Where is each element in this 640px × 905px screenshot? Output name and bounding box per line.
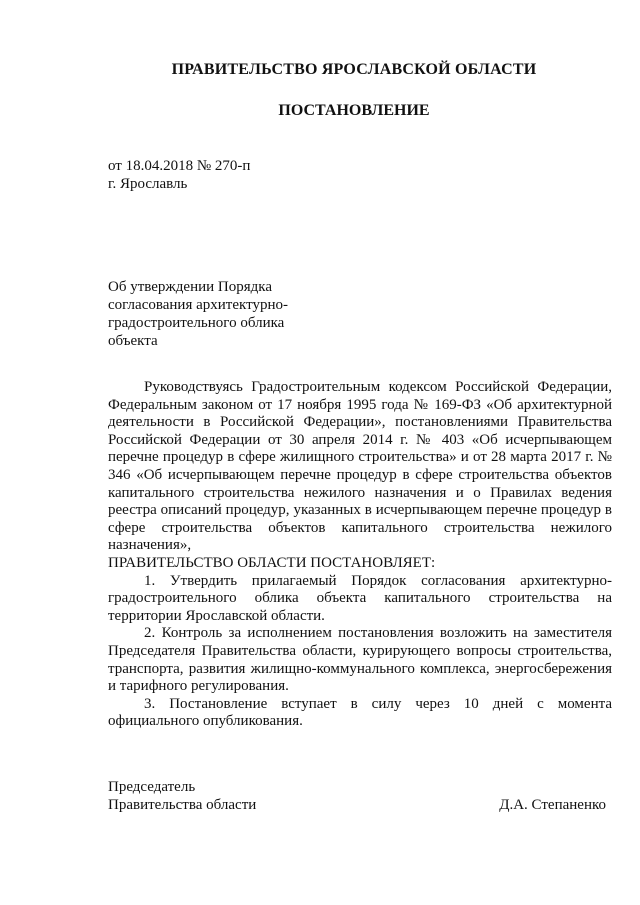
document-subject <box>108 278 318 350</box>
subject-line: согласования архитектурно- <box>108 297 288 313</box>
subject-line: объекта <box>108 333 158 349</box>
organization-title: ПРАВИТЕЛЬСТВО ЯРОСЛАВСКОЙ ОБЛАСТИ <box>171 61 537 78</box>
city: г. Ярославль <box>108 176 188 192</box>
document-meta <box>108 157 250 193</box>
item-2-paragraph: 2. Контроль за исполнением постановления возложить на заместителя Председателя Правительства области, курирующего вопросы строительства, транспорта, развития жилищно-коммунального комплекса, энергосбережения и тарифного регулирования. <box>108 625 612 695</box>
signature-block <box>108 778 606 814</box>
document-body <box>108 379 612 731</box>
item-3-paragraph: 3. Постановление вступает в силу через 10 дней с момента официального опубликования. <box>108 695 612 730</box>
signatory-name: Д.А. Степаненко <box>499 797 606 813</box>
subject-line: градостроительного облика <box>108 315 285 331</box>
subject-line: Об утверждении Порядка <box>108 279 272 295</box>
decree-line: ПРАВИТЕЛЬСТВО ОБЛАСТИ ПОСТАНОВЛЯЕТ: <box>108 554 436 571</box>
preamble-paragraph: Руководствуясь Градостроительным кодексом Российской Федерации, Федеральным законом от 17 ноября 1995 года № 169-ФЗ «Об архитектурной деятельности в Российской Федерации», постановлениями Правительства Российской Федерации от 30 апреля 2014 г. № 403 «Об исчерпывающем перечне процедур в сфере жилищного строительства» и от 28 марта 2017 г. № 346 «Об исчерпывающем перечне процедур в сфере строительства объектов капитального строительства нежилого назначения и о Правилах ведения реестра описаний процедур, указанных в исчерпывающем перечне процедур в сфере строительства объектов капитального строительства нежилого назначения», <box>108 379 612 554</box>
item-1-paragraph: 1. Утвердить прилагаемый Порядок согласования архитектурно-градостроительного облика объекта капитального строительства на территории Ярославской области. <box>108 572 612 624</box>
date-number: от 18.04.2018 № 270-п <box>108 158 251 174</box>
signatory-title-line2: Правительства области <box>108 797 257 813</box>
signatory-title-line1: Председатель <box>108 779 196 795</box>
document-type-title: ПОСТАНОВЛЕНИЕ <box>278 102 430 119</box>
